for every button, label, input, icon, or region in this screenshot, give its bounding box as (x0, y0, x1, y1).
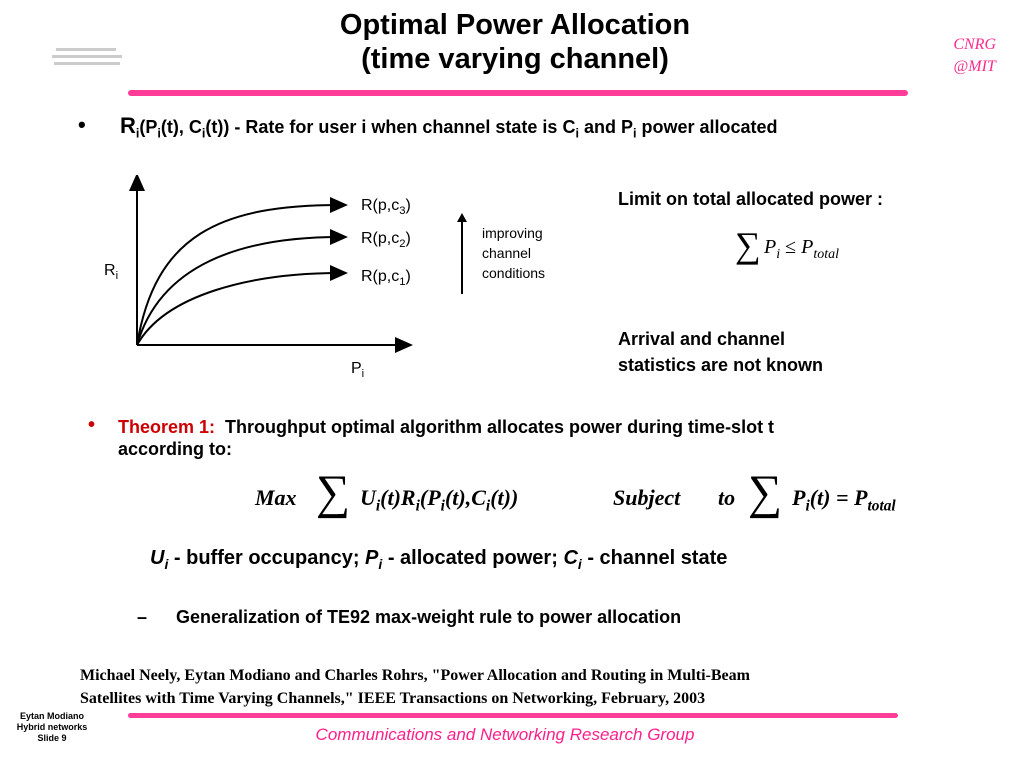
r-sub: i (415, 497, 420, 515)
curve-label-text: R(p,c (361, 230, 400, 247)
curve-c3 (137, 205, 340, 345)
b1-part: (t)) - Rate for user i when channel state is C (205, 117, 576, 137)
def-text: - channel state (581, 547, 728, 569)
reference-citation (80, 664, 750, 710)
improving-line-3: conditions (482, 265, 546, 281)
logo-line-1: CNRG (953, 36, 996, 53)
b1-part: power allocated (636, 117, 778, 137)
theorem-marker: • (88, 414, 96, 436)
b1-sub: i (157, 126, 161, 141)
reference-line-1: Michael Neely, Eytan Modiano and Charles Rohrs, "Power Allocation and Routing in Multi-Beam (80, 667, 750, 684)
def-i: i (577, 556, 582, 572)
subject-word: Subject (613, 485, 681, 510)
limit-equation (764, 236, 839, 263)
limit-text: Limit on total allocated power : (618, 189, 884, 209)
def-i: i (164, 556, 169, 572)
footer-slide-number: Slide 9 (37, 733, 67, 743)
theorem-label: Theorem 1: (118, 417, 216, 437)
def-text: - buffer occupancy; (168, 547, 366, 569)
sum-symbol-constraint: ∑ (748, 466, 783, 519)
total-sub: total (867, 497, 896, 515)
footer-rule (128, 713, 898, 718)
limit-i: i (776, 247, 781, 262)
footer-author: Eytan Modiano (19, 711, 84, 721)
improving-line-2: channel (482, 245, 532, 261)
x-label-text: P (351, 360, 362, 377)
b1-sub: i (632, 126, 637, 141)
arrival-line-1: Arrival and channel (618, 329, 786, 349)
def-i: i (378, 556, 383, 572)
to-word: to (718, 485, 736, 510)
bullet-1-text (120, 115, 778, 145)
max-term: $U_i(t)R_i(P_i(t),C_i(t))$ (360, 485, 519, 515)
theorem-text-2: according to: (118, 439, 233, 459)
leq-symbol: ≤ (785, 236, 797, 258)
title-underline (128, 90, 908, 96)
curve-c1 (137, 273, 340, 345)
limit-total-sub: total (813, 247, 839, 262)
curve-label-sub: 1 (399, 276, 406, 289)
b1-sub: i (201, 126, 206, 141)
title-line-1: Optimal Power Allocation (339, 9, 691, 41)
limit-p: P (764, 236, 777, 258)
y-axis-label (104, 262, 118, 282)
slide-title (0, 8, 1024, 76)
arrival-statement (618, 328, 823, 376)
def-p: P (365, 547, 379, 569)
y-label-text: R (104, 262, 116, 279)
faint-logo-text (52, 44, 122, 72)
x-axis-label (351, 360, 364, 380)
pc-sub: i (805, 497, 810, 515)
p-sub: i (440, 497, 445, 515)
reference-line-2: Satellites with Time Varying Channels," IEEE Transactions on Networking, February, 2003 (80, 690, 706, 707)
curve-label-c2 (361, 230, 411, 250)
footer-course: Hybrid networks (16, 722, 88, 732)
b1-part: and P (578, 117, 633, 137)
curve-label-c3 (361, 197, 411, 217)
sub-bullet-marker: – (137, 607, 148, 627)
constraint-term: $P_i(t) = P_{total}$ (792, 485, 896, 515)
curve-label-sub: 2 (399, 238, 406, 251)
b1-part: (t), C (160, 117, 202, 137)
def-c: C (563, 547, 578, 569)
def-u: U (150, 547, 165, 569)
sum-symbol-max: ∑ (316, 466, 351, 519)
curve-label-text: R(p,c (361, 197, 400, 214)
rate-sub: i (135, 126, 140, 141)
b1-part: (P (139, 117, 158, 137)
limit-ptotal: P (801, 236, 814, 258)
curve-label-c1 (361, 268, 411, 288)
y-label-sub: i (115, 270, 119, 283)
cnrg-logo (953, 34, 996, 78)
sub-bullet-text: Generalization of TE92 max-weight rule to power allocation (176, 607, 682, 627)
x-label-sub: i (361, 368, 365, 381)
rate-symbol: R (120, 113, 136, 138)
u-sub: i (375, 497, 381, 515)
definitions-line (150, 547, 727, 572)
footer-group-name: Communications and Networking Research Group (315, 725, 695, 744)
logo-line-2: @MIT (953, 58, 996, 75)
curve-label-text: R(p,c (361, 268, 400, 285)
curve-label-close: ) (405, 230, 411, 247)
bullet-1-marker: • (78, 112, 86, 137)
theorem-text-1: Throughput optimal algorithm allocates power during time-slot t (225, 417, 775, 437)
max-word: Max (255, 485, 297, 510)
curve-label-sub: 3 (399, 205, 406, 218)
curve-label-close: ) (405, 268, 411, 285)
improving-line-1: improving (482, 225, 543, 241)
arrival-line-2: statistics are not known (618, 355, 824, 375)
theorem-block (118, 416, 978, 460)
improving-arrow (454, 212, 470, 296)
title-line-2: (time varying channel) (361, 43, 669, 75)
curve-c2 (137, 237, 340, 345)
improving-text (482, 223, 545, 283)
b1-sub: i (575, 126, 579, 141)
sum-symbol-limit: ∑ (735, 225, 761, 265)
def-text: - allocated power; (382, 547, 564, 569)
curve-label-close: ) (405, 197, 411, 214)
c-sub: i (485, 497, 491, 515)
